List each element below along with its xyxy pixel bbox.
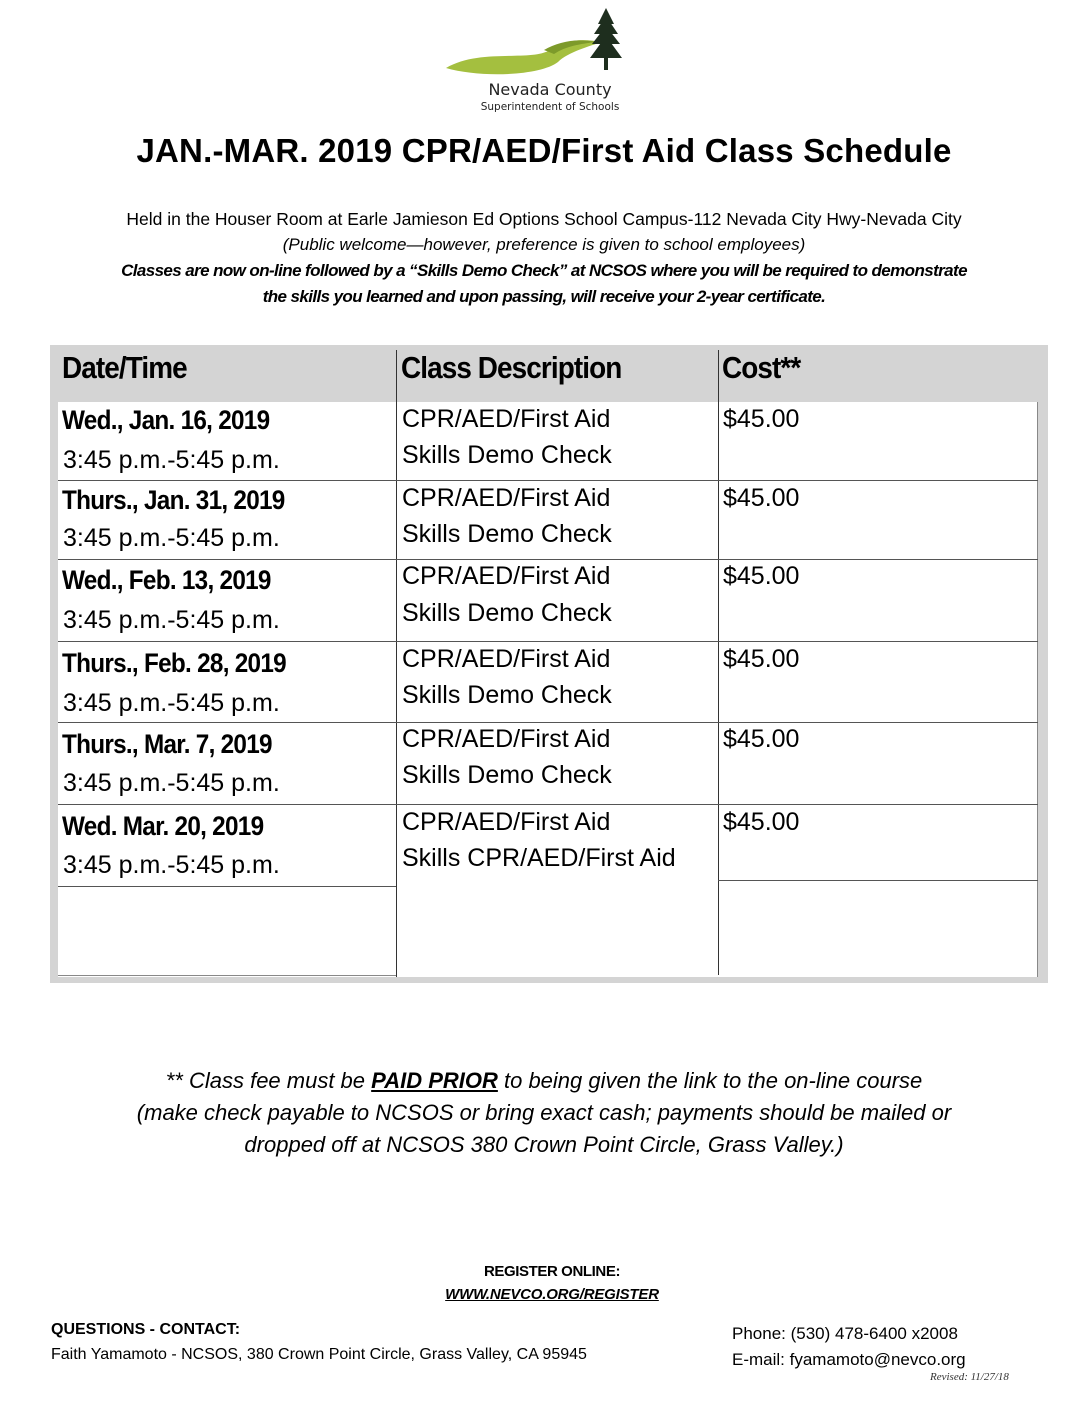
row-3-cost: $45.00 <box>723 562 800 590</box>
row-4-time: 3:45 p.m.-5:45 p.m. <box>63 689 280 717</box>
location-text: Held in the Houser Room at Earle Jamieson Ed Options School Campus-112 Nevada City Hwy-Nevada City <box>126 209 962 229</box>
row-6-desc-2: Skills CPR/AED/First Aid <box>402 844 676 872</box>
public-note: (Public welcome—however, preference is given to school employees) <box>282 235 806 254</box>
row-3-time: 3:45 p.m.-5:45 p.m. <box>63 606 280 634</box>
row-3-desc-2: Skills Demo Check <box>402 599 612 627</box>
row-6-cost: $45.00 <box>723 808 800 836</box>
revised-date: Revised: 11/27/18 <box>930 1371 1009 1383</box>
row-5-desc-1: CPR/AED/First Aid <box>402 725 611 753</box>
online-note-line-1: Classes are now on-line followed by a “Skills Demo Check” at NCSOS where you will be required to demonstrate <box>121 261 967 280</box>
row-divider <box>58 975 396 976</box>
logo-swoosh <box>446 40 602 74</box>
contact-email[interactable]: E-mail: fyamamoto@nevco.org <box>732 1350 966 1369</box>
row-4-date: Thurs., Feb. 28, 2019 <box>62 648 286 678</box>
row-divider <box>58 886 396 887</box>
column-divider <box>396 350 397 977</box>
fee-note-pre: ** Class fee must be <box>165 1068 372 1093</box>
fee-note-line-1 <box>0 1068 1088 1094</box>
contact-phone: Phone: (530) 478-6400 x2008 <box>732 1324 958 1343</box>
row-divider <box>58 722 1038 723</box>
row-4-cost: $45.00 <box>723 645 800 673</box>
header-date-time: Date/Time <box>62 350 187 385</box>
row-2-time: 3:45 p.m.-5:45 p.m. <box>63 524 280 552</box>
row-3-date: Wed., Feb. 13, 2019 <box>62 565 271 595</box>
row-1-desc-2: Skills Demo Check <box>402 441 612 469</box>
row-4-desc-2: Skills Demo Check <box>402 681 612 709</box>
row-divider <box>58 559 1038 560</box>
row-2-cost: $45.00 <box>723 484 800 512</box>
row-1-date: Wed., Jan. 16, 2019 <box>62 405 270 435</box>
register-label: REGISTER ONLINE: <box>483 1263 621 1280</box>
contact-details: Faith Yamamoto - NCSOS, 380 Crown Point Circle, Grass Valley, CA 95945 <box>51 1346 587 1363</box>
row-2-desc-2: Skills Demo Check <box>402 520 612 548</box>
fee-note-line-2: (make check payable to NCSOS or bring exact cash; payments should be mailed or <box>136 1100 952 1125</box>
row-4-desc-1: CPR/AED/First Aid <box>402 645 611 673</box>
row-5-desc-2: Skills Demo Check <box>402 761 612 789</box>
logo-subtitle: Superintendent of Schools <box>480 101 620 113</box>
row-divider <box>718 880 1038 881</box>
row-5-date: Thurs., Mar. 7, 2019 <box>62 729 272 759</box>
row-divider <box>58 480 1038 481</box>
questions-label: QUESTIONS - CONTACT: <box>51 1321 241 1338</box>
row-6-time: 3:45 p.m.-5:45 p.m. <box>63 851 280 879</box>
row-5-time: 3:45 p.m.-5:45 p.m. <box>63 769 280 797</box>
online-note-line-2: the skills you learned and upon passing, will receive your 2-year certificate. <box>262 287 826 306</box>
header-cost: Cost** <box>722 350 801 385</box>
column-divider <box>718 350 719 975</box>
row-1-time: 3:45 p.m.-5:45 p.m. <box>63 446 280 474</box>
row-5-cost: $45.00 <box>723 725 800 753</box>
fee-note-post: to being given the link to the on-line course <box>497 1068 923 1093</box>
row-2-desc-1: CPR/AED/First Aid <box>402 484 611 512</box>
paid-prior-emphasis: PAID PRIOR <box>371 1068 498 1093</box>
row-1-cost: $45.00 <box>723 405 800 433</box>
register-link[interactable]: WWW.NEVCO.ORG/REGISTER <box>445 1286 659 1303</box>
row-6-date: Wed. Mar. 20, 2019 <box>62 811 264 841</box>
row-1-desc-1: CPR/AED/First Aid <box>402 405 611 433</box>
row-divider <box>58 804 1038 805</box>
tree-icon <box>590 8 622 70</box>
page-title: JAN.-MAR. 2019 CPR/AED/First Aid Class Schedule <box>136 132 952 169</box>
row-2-date: Thurs., Jan. 31, 2019 <box>62 485 285 515</box>
row-3-desc-1: CPR/AED/First Aid <box>402 562 611 590</box>
logo-name: Nevada County <box>488 80 612 99</box>
logo-graphic <box>440 4 640 82</box>
row-6-desc-1: CPR/AED/First Aid <box>402 808 611 836</box>
fee-note-line-3: dropped off at NCSOS 380 Crown Point Circle, Grass Valley.) <box>244 1132 844 1157</box>
nevada-county-logo <box>440 4 640 122</box>
table-edge <box>1037 402 1038 977</box>
row-divider <box>58 641 1038 642</box>
header-class-description: Class Description <box>401 350 622 385</box>
